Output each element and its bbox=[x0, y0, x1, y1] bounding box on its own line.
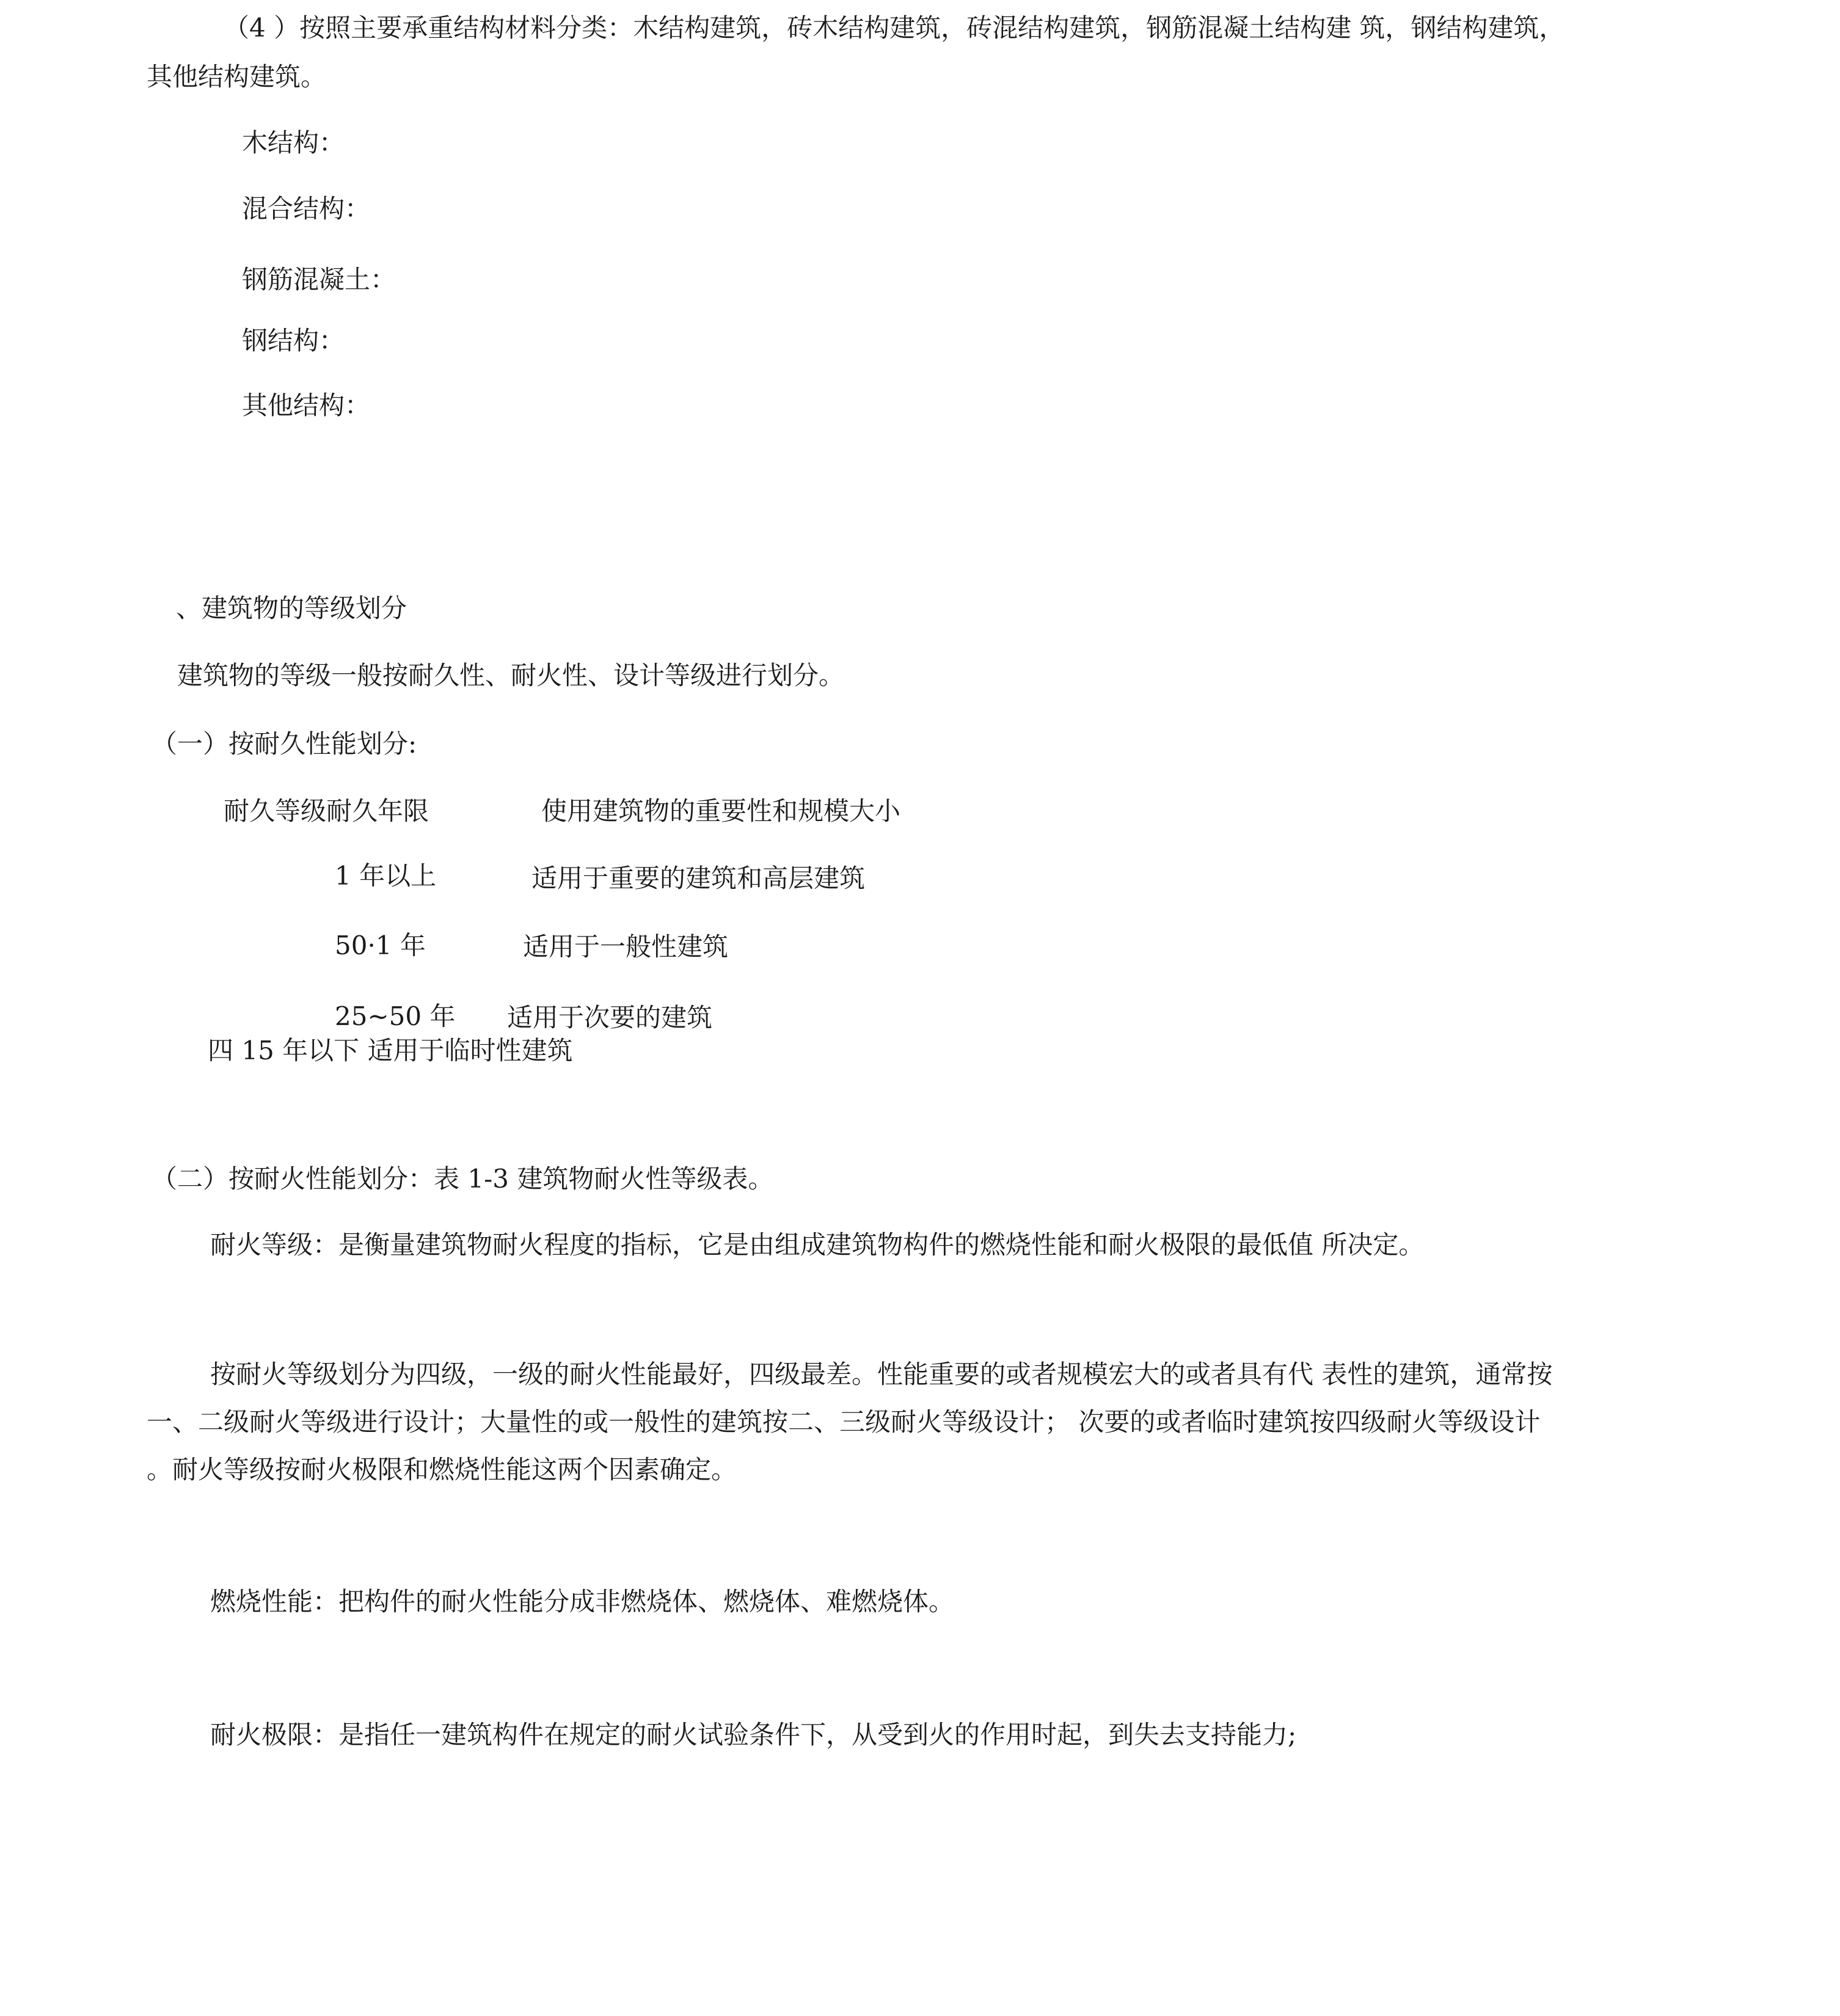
structure-item-concrete: 钢筋混凝土： bbox=[242, 265, 396, 294]
structure-item-steel: 钢结构： bbox=[242, 326, 345, 356]
intro-paragraph: 建筑物的等级一般按耐久性、耐火性、设计等级进行划分。 bbox=[177, 660, 845, 690]
durability-row-use: 适用于次要的建筑 bbox=[507, 1003, 713, 1032]
durability-row-use: 适用于重要的建筑和高层建筑 bbox=[531, 863, 866, 893]
fire-heading: （二）按耐火性能划分：表 1-3 建筑物耐火性等级表。 bbox=[152, 1164, 774, 1194]
durability-row-years: 50·1 年 bbox=[335, 930, 426, 960]
combustion-performance: 燃烧性能：把构件的耐火性能分成非燃烧体、燃烧体、难燃烧体。 bbox=[210, 1587, 955, 1616]
structure-item-wood: 木结构： bbox=[242, 128, 345, 158]
durability-row-years: 25~50 年 bbox=[335, 1001, 456, 1031]
fire-resistance-limit: 耐火极限：是指任一建筑构件在规定的耐火试验条件下，从受到火的作用时起，到失去支持能力; bbox=[210, 1720, 1297, 1750]
fire-paragraph-line3: 。耐火等级按耐火极限和燃烧性能这两个因素确定。 bbox=[147, 1455, 737, 1485]
durability-table-header-right: 使用建筑物的重要性和规模大小 bbox=[541, 796, 901, 826]
section4-line1: （4 ）按照主要承重结构材料分类：木结构建筑，砖木结构建筑，砖混结构建筑，钢筋混凝土结构建 筑，钢结构建筑， bbox=[224, 13, 1565, 43]
durability-heading: （一）按耐久性能划分: bbox=[152, 729, 417, 759]
structure-item-mixed: 混合结构： bbox=[242, 194, 371, 224]
section-heading: 、建筑物的等级划分 bbox=[176, 593, 407, 623]
section4-line2: 其他结构建筑。 bbox=[147, 62, 327, 92]
durability-table-header-left: 耐久等级耐久年限 bbox=[224, 796, 429, 826]
durability-row-use: 适用于一般性建筑 bbox=[523, 932, 729, 962]
structure-item-other: 其他结构： bbox=[242, 390, 371, 420]
fire-definition: 耐火等级：是衡量建筑物耐火程度的指标，它是由组成建筑物构件的燃烧性能和耐火极限的最低值 所决定。 bbox=[210, 1230, 1425, 1260]
fire-paragraph-line1: 按耐火等级划分为四级，一级的耐火性能最好，四级最差。性能重要的或者规模宏大的或者具有代 表性的建筑，通常按 bbox=[210, 1359, 1553, 1389]
fire-paragraph-line2: 一、二级耐火等级进行设计；大量性的或一般性的建筑按二、三级耐火等级设计； 次要的或者临时建筑按四级耐火等级设计 bbox=[147, 1407, 1541, 1437]
durability-last-row: 四 15 年以下 适用于临时性建筑 bbox=[208, 1035, 573, 1065]
durability-row-years: 1 年以上 bbox=[335, 861, 437, 891]
